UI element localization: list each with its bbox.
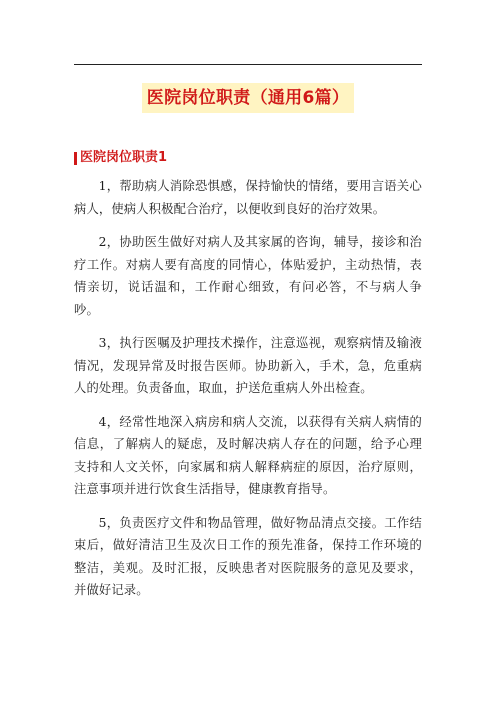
paragraph-4: 4，经常性地深入病房和病人交流，以获得有关病人病情的信息，了解病人的疑虑，及时解决病人存在的问题，给予心理支持和人文关怀，向家属和病人解释病症的原因，治疗原则，注意事项并进行饮食生活指导，健康教育指导。 [74, 414, 422, 496]
title-container [0, 83, 496, 113]
paragraph-1: 1，帮助病人消除恐惧感，保持愉快的情绪，要用言语关心病人，使病人积极配合治疗，以便收到良好的治疗效果。 [74, 179, 422, 216]
section-heading [74, 149, 167, 167]
document-body [74, 175, 422, 613]
paragraph-3: 3，执行医嘱及护理技术操作，注意巡视，观察病情及输液情况，发现异常及时报告医师。协助新入，手术，急，危重病人的处理。负责备血，取血，护送危重病人外出检查。 [74, 336, 422, 395]
section-heading-text: 医院岗位职责1 [80, 150, 168, 165]
paragraph-2: 2，协助医生做好对病人及其家属的咨询，辅导，接诊和治疗工作。对病人要有高度的同情心，体贴爱护，主动热情，表情亲切，说话温和，工作耐心细致，有问必答，不与病人争吵。 [74, 235, 422, 317]
heading-marker [74, 152, 77, 165]
header-rule [74, 64, 422, 65]
document-title: 医院岗位职责（通用6篇） [142, 83, 354, 113]
paragraph-5: 5，负责医疗文件和物品管理，做好物品清点交接。工作结束后，做好清洁卫生及次日工作的预先准备，保持工作环境的整洁，美观。及时汇报，反映患者对医院服务的意见及要求，并做好记录。 [74, 515, 422, 597]
